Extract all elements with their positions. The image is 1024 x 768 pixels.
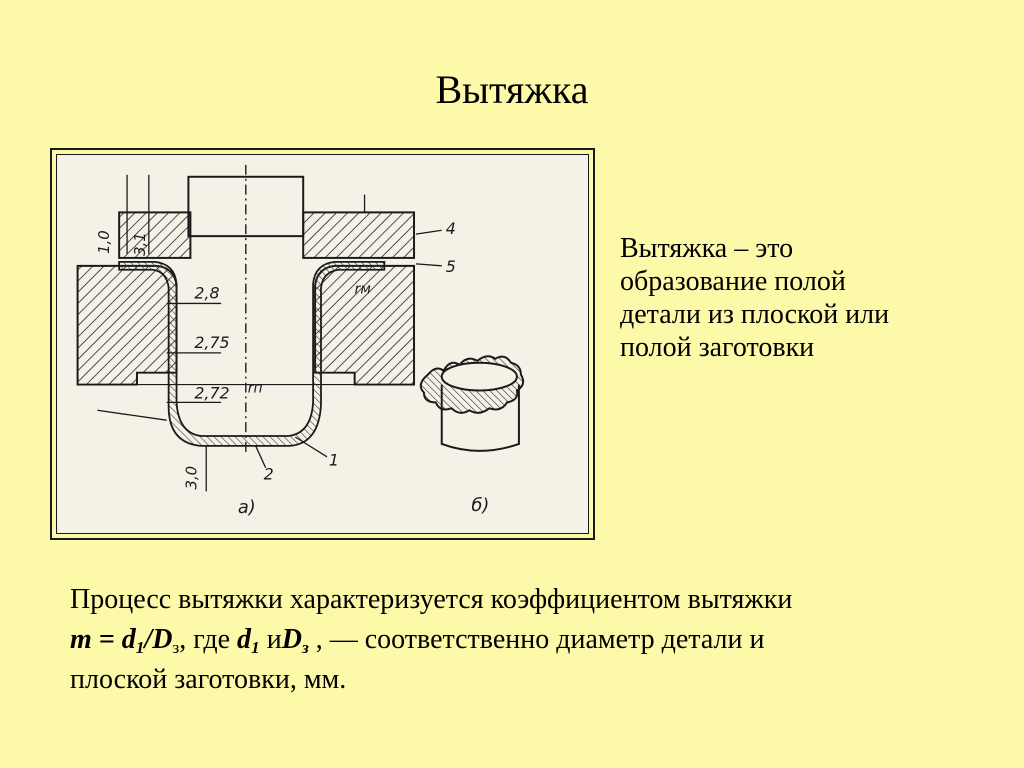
radius-label-rp: rп (247, 380, 263, 397)
blank-holder-left (119, 212, 190, 258)
caption-b: б) (471, 495, 490, 517)
slide-title: Вытяжка (435, 67, 589, 112)
part-number-5: 5 (445, 256, 456, 276)
definition-line: Вытяжка – это (620, 233, 794, 264)
die-left (78, 266, 177, 385)
bottom-line-2: $m = d_1/D_з$, где $d_1$ $иD_з$ , — соответственно диаметр детали и (70, 624, 765, 658)
part-number-4: 4 (445, 219, 456, 239)
caption-a: а) (237, 497, 256, 519)
cup-sketch-b (421, 356, 523, 451)
blank-holder-right (303, 212, 414, 258)
dim-label-3-1: 3,1 (131, 232, 149, 256)
dim-label-2-8: 2,8 (194, 283, 220, 303)
dim-label-2-72: 2,72 (194, 383, 230, 403)
definition-line: детали из плоской или (620, 299, 890, 330)
bottom-line-3: плоской заготовки, мм. (70, 664, 347, 695)
dim-label-3-0: 3,0 (183, 465, 201, 490)
bottom-paragraph (70, 580, 990, 700)
part-number-2: 2 (263, 464, 274, 484)
drawing-svg (57, 155, 588, 533)
dim-label-2-75: 2,75 (194, 332, 230, 352)
dim-label-1-0: 1,0 (96, 230, 114, 254)
formula-m: $m = d_1/D$ (70, 624, 173, 658)
symbol-d1: $d_1$ (237, 624, 260, 658)
definition-line: образование полой (620, 266, 846, 297)
drawing-paper (56, 154, 589, 534)
punch (188, 165, 303, 452)
drawing-figure (50, 148, 595, 540)
radius-label-rm: rм (354, 281, 371, 298)
definition-line: полой заготовки (620, 332, 815, 363)
symbol-dz: $D_з$ (281, 624, 309, 658)
definition-text (620, 232, 980, 364)
part-number-1: 1 (328, 450, 340, 470)
bottom-line-1: Процесс вытяжки характеризуется коэффициентом вытяжки (70, 584, 793, 615)
